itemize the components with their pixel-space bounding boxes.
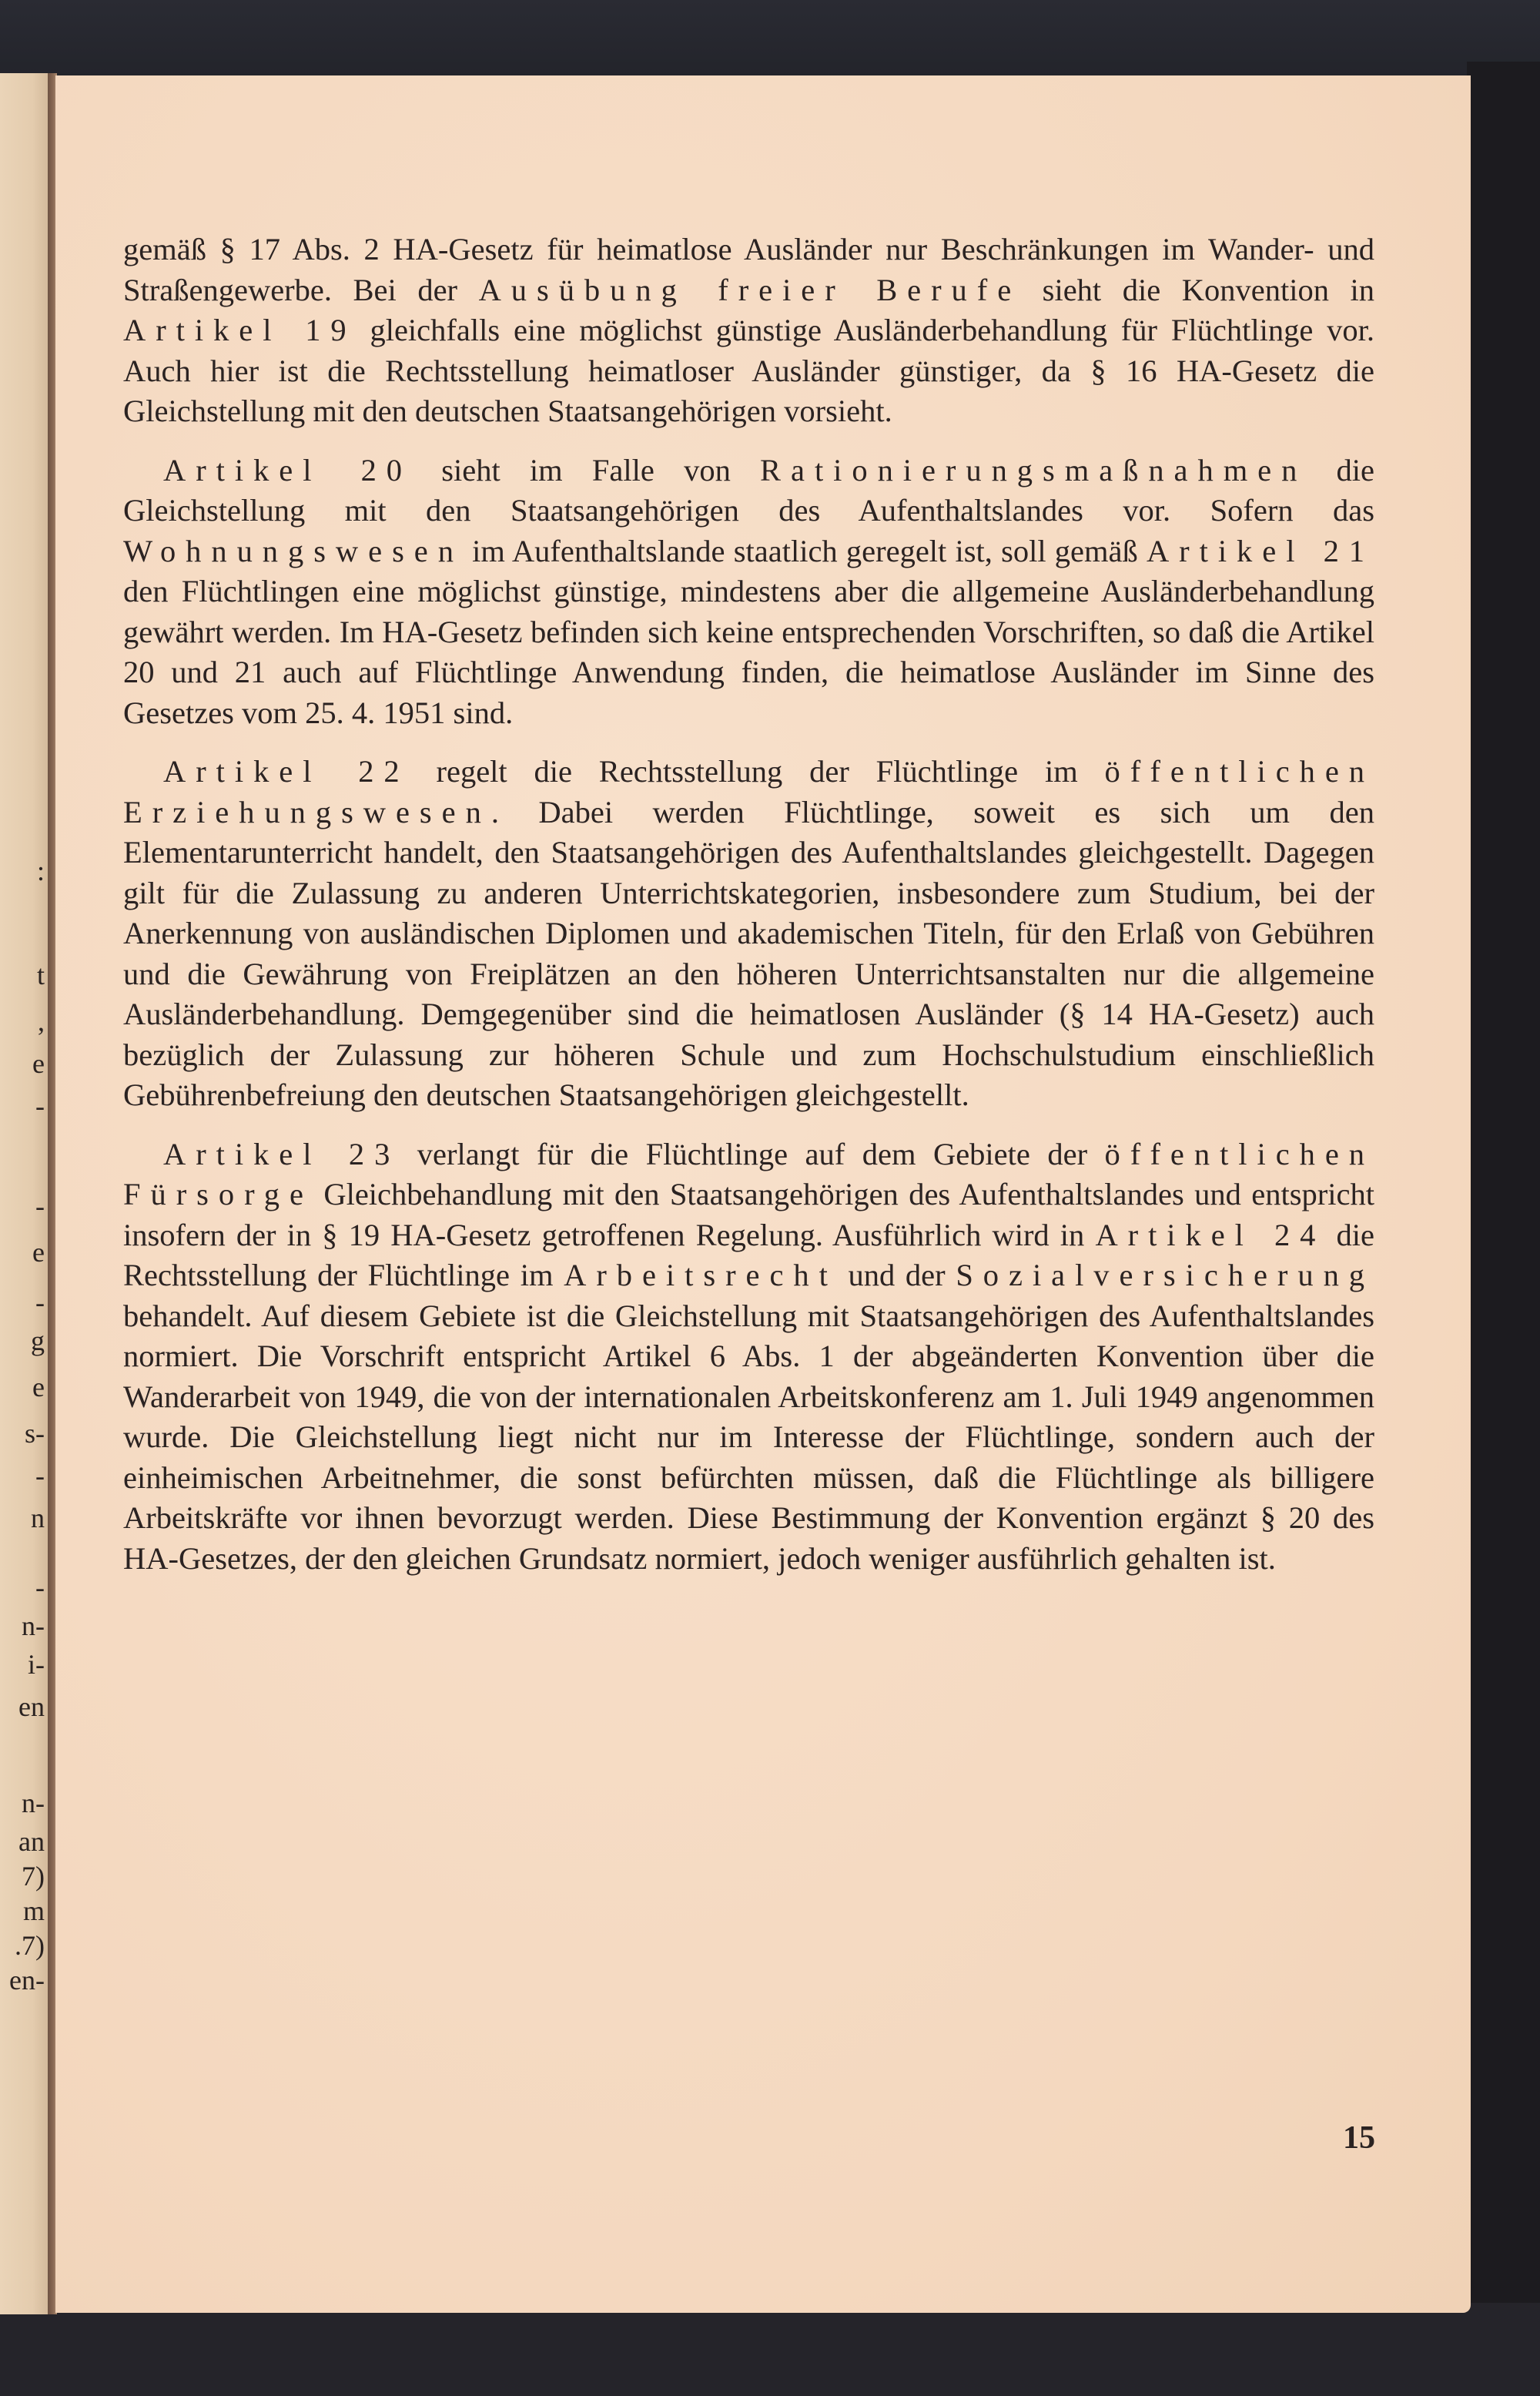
text-run: und der: [837, 1258, 956, 1292]
paragraph: [123, 230, 1374, 432]
margin-fragment: s-: [25, 1418, 45, 1449]
margin-fragment: n-: [22, 1610, 45, 1641]
emphasized-term: Rationierungsmaßnahmen: [760, 452, 1307, 488]
background-right: [1467, 62, 1540, 2341]
body-text: [123, 230, 1374, 1597]
margin-fragment: .7): [15, 1930, 45, 1961]
margin-fragment: n-: [22, 1788, 45, 1818]
text-run: sieht im Falle von: [412, 452, 761, 488]
emphasized-term: Wohnungswesen: [123, 533, 464, 568]
emphasized-term: Artikel 23: [163, 1136, 400, 1171]
background-top: [0, 0, 1540, 77]
previous-page-text-fragments: [0, 73, 46, 2314]
background-bottom: [0, 2303, 1540, 2396]
margin-fragment: an: [18, 1826, 45, 1857]
margin-fragment: e: [32, 1372, 45, 1402]
text-run: regelt die Rechtsstellung der Flüchtlinge im: [409, 754, 1105, 789]
emphasized-term: Ausübung freier Berufe: [478, 272, 1022, 307]
book-page: [55, 75, 1471, 2313]
paragraph: [123, 451, 1374, 734]
margin-fragment: g: [31, 1325, 45, 1356]
emphasized-term: Artikel 22: [163, 754, 410, 789]
margin-fragment: -: [35, 1572, 45, 1603]
emphasized-term: Artikel 19: [123, 313, 357, 347]
margin-fragment: t: [36, 960, 45, 990]
margin-fragment: i-: [28, 1649, 45, 1680]
text-run: behandelt. Auf diesem Gebiete ist die Gleichstellung mit Staatsangehörigen des Aufenthaltslandes normiert. Die Vorschrift entspricht Artikel 6 Abs. 1 der abgeänderten Konvention über die Wanderarbeit von 1949, die von der internationalen Arbeitskonferenz am 1. Juli 1949 angenommen wurde. Die Gleichstellung liegt nicht nur im Interesse der Flüchtlinge, sondern auch der einheimischen Arbeitnehmer, die sonst befürchten müssen, daß die Flüchtlinge als billigere Arbeitskräfte vor ihnen bevorzugt werden. Diese Bestimmung der Konvention ergänzt § 20 des HA-Gesetzes, der den gleichen Grundsatz normiert, jedoch weniger ausführlich gehalten ist.: [123, 1298, 1374, 1576]
emphasized-term: öffentlichen Erziehungswesen: [123, 754, 1374, 829]
text-run: Gleichbehandlung mit den Staatsangehörigen des Aufenthaltslandes und entspricht insofern der in § 19 HA-Gesetz getroffenen Regelung. Ausführlich wird in: [123, 1177, 1374, 1252]
margin-fragment: m: [22, 1895, 45, 1926]
margin-fragment: -: [35, 1287, 45, 1318]
paragraph: [123, 752, 1374, 1116]
margin-fragment: :: [36, 856, 45, 886]
page-number: 15: [1343, 2120, 1375, 2156]
emphasized-term: Artikel 24: [1095, 1217, 1326, 1252]
emphasized-term: Artikel 20: [163, 452, 413, 488]
margin-fragment: e: [32, 1048, 45, 1079]
margin-fragment: n: [31, 1503, 45, 1533]
text-run: sieht die Konvention in: [1021, 272, 1374, 307]
margin-fragment: en: [18, 1691, 45, 1722]
margin-fragment: e: [32, 1237, 45, 1268]
margin-fragment: 7): [22, 1861, 45, 1892]
margin-fragment: -: [35, 1091, 45, 1121]
emphasized-term: Artikel 21: [1146, 533, 1374, 568]
margin-fragment: -: [35, 1191, 45, 1221]
text-run: verlangt für die Flüchtlinge auf dem Gebiete der: [400, 1136, 1105, 1171]
margin-fragment: en-: [9, 1965, 45, 1996]
text-run: die Gleichstellung mit den Staatsangehörigen des Aufenthaltslandes vor. Sofern das: [123, 452, 1374, 528]
emphasized-term: Sozialversicherung: [956, 1258, 1374, 1292]
paragraph: [123, 1134, 1374, 1580]
text-run: gleichfalls eine möglichst günstige Ausländerbehandlung für Flüchtlinge vor. Auch hier ist die Rechtsstellung heimatloser Ausländer günstiger, da § 16 HA-Gesetz die Gleichstellung mit den deutschen Staatsangehörigen vorsieht.: [123, 313, 1374, 428]
previous-page-edge: [0, 73, 54, 2314]
emphasized-term: öffentlichen Fürsorge: [123, 1136, 1374, 1211]
text-run: gemäß § 17 Abs. 2 HA-Gesetz für heimatlose Ausländer nur Beschränkungen im Wander- und Straßengewerbe. Bei der: [123, 232, 1374, 307]
emphasized-term: Arbeitsrecht: [564, 1258, 838, 1292]
text-run: im Aufenthaltslande staatlich geregelt ist, soll gemäß: [463, 533, 1147, 568]
text-run: die Rechtsstellung der Flüchtlinge im: [123, 1217, 1374, 1292]
text-run: . Dabei werden Flüchtlinge, soweit es sich um den Elementarunterricht handelt, den Staatsangehörigen des Aufenthaltslandes gleichgestellt. Dagegen gilt für die Zulassung zu anderen Unterrichtskategorien, insbesondere zum Studium, bei der Anerkennung von ausländischen Diplomen und akademischen Titeln, für den Erlaß von Gebühren und die Gewährung von Freiplätzen an den höheren Unterrichtsanstalten nur die allgemeine Ausländerbehandlung. Demgegenüber sind die heimatlosen Ausländer (§ 14 HA-Gesetz) auch bezüglich der Zulassung zur höheren Schule und zum Hochschulstudium einschließlich Gebührenbefreiung den deutschen Staatsangehörigen gleichgestellt.: [123, 794, 1374, 1112]
margin-fragment: ,: [38, 1006, 45, 1037]
text-run: den Flüchtlingen eine möglichst günstige, mindestens aber die allgemeine Ausländerbehandlung gewährt werden. Im HA-Gesetz befinden sich keine entsprechenden Vorschriften, so daß die Artikel 20 und 21 auch auf Flüchtlinge Anwendung finden, die heimatlose Ausländer im Sinne des Gesetzes vom 25. 4. 1951 sind.: [123, 574, 1374, 730]
margin-fragment: -: [35, 1460, 45, 1491]
